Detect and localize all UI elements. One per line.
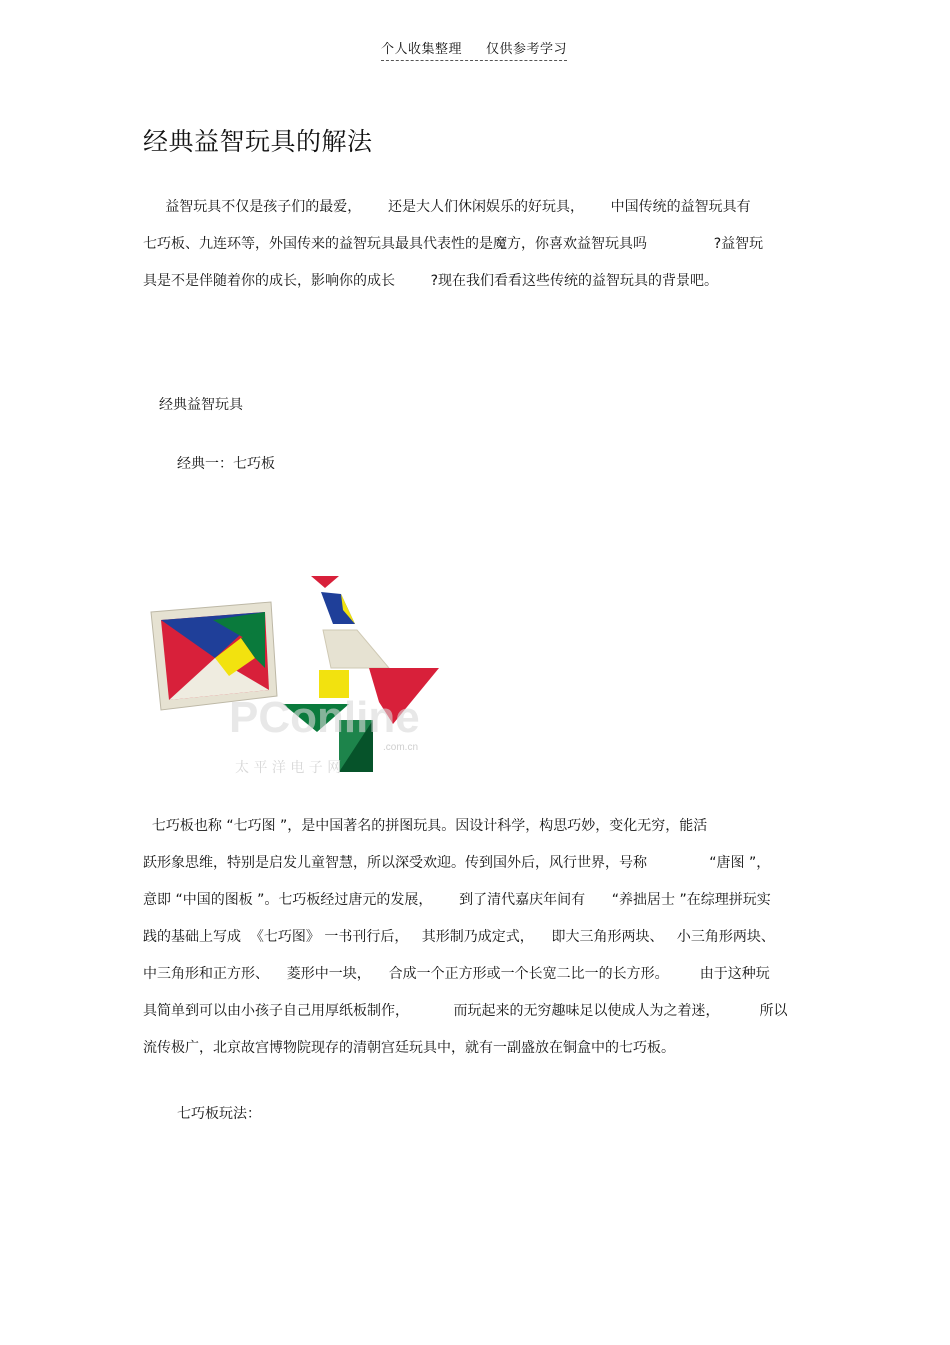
intro-line: 益智玩具不仅是孩子们的最爱， 还是大人们休闲娱乐的好玩具， 中国传统的益智玩具有 — [143, 199, 751, 215]
body-line: 流传极广，北京故宫博物院现存的清朝宫廷玩具中，就有一副盛放在铜盒中的七巧板。 — [143, 1040, 675, 1056]
body-line: 跃形象思维，特别是启发儿童智慧，所以深受欢迎。传到国外后，风行世界，号称 “唐图 ”， — [143, 855, 771, 871]
body-line: 践的基础上写成 《七巧图》 一书刊行后， 其形制乃成定式， 即大三角形两块、 小三角形两块、 — [143, 929, 775, 945]
section-heading: 经典益智玩具 — [159, 397, 243, 413]
page-title: 经典益智玩具的解法 — [143, 127, 373, 156]
subsection-heading: 经典一：七巧板 — [177, 456, 275, 472]
intro-paragraph — [143, 189, 808, 300]
header-note — [381, 38, 567, 61]
body-line: 意即 “中国的图板 ”。七巧板经过唐元的发展， 到了清代嘉庆年间有 “养拙居士 ”在综理拼玩实 — [143, 892, 771, 908]
intro-line: 具是不是伴随着你的成长，影响你的成长 ?现在我们看看这些传统的益智玩具的背景吧。 — [143, 273, 719, 289]
play-heading: 七巧板玩法： — [177, 1106, 261, 1122]
header-right-text: 仅供参考学习 — [485, 42, 567, 57]
intro-line: 七巧板、九连环等，外国传来的益智玩具最具代表性的是魔方，你喜欢益智玩具吗 ?益智玩 — [143, 236, 764, 252]
body-line: 七巧板也称 “七巧图 ”，是中国著名的拼图玩具。因设计科学，构思巧妙，变化无穷，能活 — [143, 818, 708, 834]
body-line: 中三角形和正方形、 菱形中一块， 合成一个正方形或一个长宽二比一的长方形。 由于这种玩 — [143, 966, 770, 982]
tangram-photo — [143, 572, 448, 782]
watermark-main: PConline — [229, 693, 420, 742]
body-paragraph — [143, 808, 808, 1067]
header-left-text: 个人收集整理 — [381, 42, 463, 57]
watermark-sub: .com.cn — [383, 742, 419, 753]
body-line: 具简单到可以由小孩子自己用厚纸板制作， 而玩起来的无穷趣味足以使成人为之着迷， 所以 — [143, 1003, 788, 1019]
watermark-cn: 太 平 洋 电 子 网 — [235, 760, 342, 776]
